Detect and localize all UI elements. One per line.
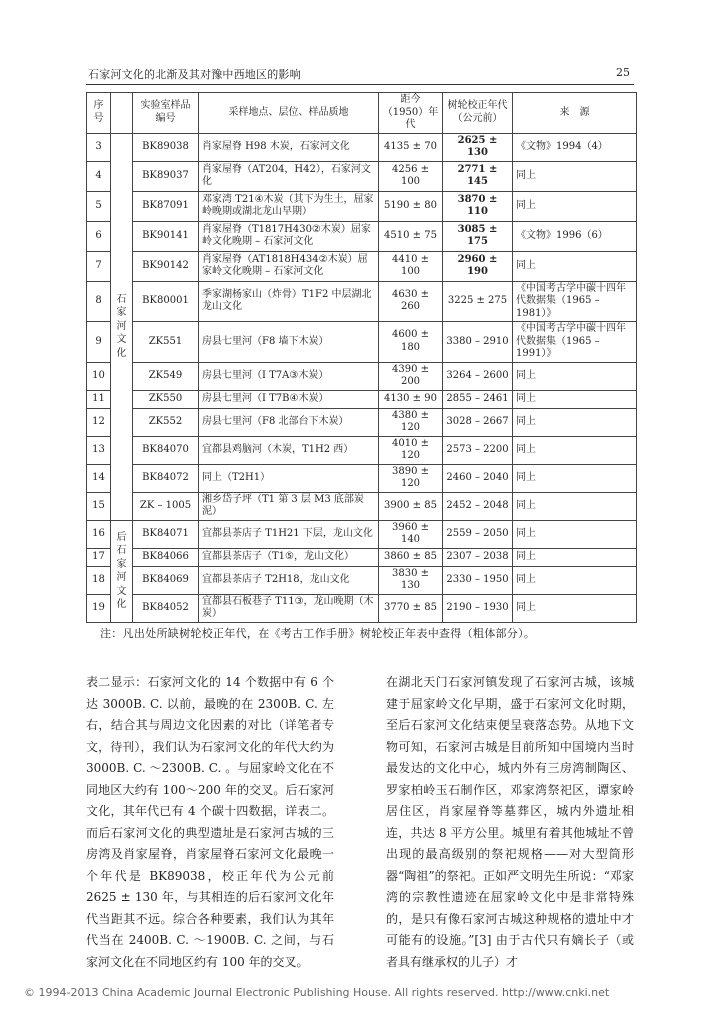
calibrated-age: 2771 ± 145	[443, 161, 513, 191]
calibrated-age: 2452 – 2048	[443, 492, 513, 520]
culture-group-label	[111, 133, 133, 520]
bp-age: 4135 ± 70	[379, 133, 443, 161]
page-number: 25	[616, 66, 630, 79]
row-number: 9	[87, 322, 111, 363]
lab-id: BK80001	[133, 281, 199, 322]
row-number: 3	[87, 133, 111, 161]
table-row	[87, 281, 637, 322]
row-number: 14	[87, 464, 111, 492]
culture-group-text: 石家河文化	[116, 293, 127, 359]
row-number: 19	[87, 594, 111, 622]
source: 同上	[513, 594, 637, 622]
row-number: 15	[87, 492, 111, 520]
calibrated-age: 2460 – 2040	[443, 464, 513, 492]
source: 《中国考古学中碳十四年代数据集（1965 – 1991）》	[513, 322, 637, 363]
radiocarbon-dates-table	[86, 92, 637, 623]
table-row	[87, 362, 637, 390]
bp-age: 3890 ± 120	[379, 464, 443, 492]
table-row	[87, 566, 637, 594]
table-note: 注：凡出处所缺树轮校正年代，在《考古工作手册》树轮校正年表中查得（粗体部分）。	[100, 627, 536, 640]
lab-id: ZK552	[133, 408, 199, 436]
bp-age: 4390 ± 200	[379, 362, 443, 390]
bp-age: 3860 ± 85	[379, 548, 443, 566]
row-number: 17	[87, 548, 111, 566]
header-source: 来 源	[513, 93, 637, 134]
source: 同上	[513, 161, 637, 191]
header-culture	[111, 93, 133, 134]
source: 《文物》1994（4）	[513, 133, 637, 161]
lab-id: BK87091	[133, 191, 199, 221]
calibrated-age: 2625 ± 130	[443, 133, 513, 161]
sample-site: 宜都县石板巷子 T11③，龙山晚期（木炭）	[199, 594, 379, 622]
calibrated-age: 2559 – 2050	[443, 520, 513, 548]
table-row	[87, 548, 637, 566]
sample-site: 季家湖杨家山（炸骨）T1F2 中层湖北龙山文化	[199, 281, 379, 322]
sample-site: 肖家屋脊（AT1818H434②木炭）屈家岭文化晚期 – 石家河文化	[199, 251, 379, 281]
header-cal: 树轮校正年代（公元前）	[443, 93, 513, 134]
table-row	[87, 408, 637, 436]
lab-id: BK90141	[133, 221, 199, 251]
bp-age: 3770 ± 85	[379, 594, 443, 622]
lab-id: BK89037	[133, 161, 199, 191]
table-row	[87, 390, 637, 408]
calibrated-age: 2960 ± 190	[443, 251, 513, 281]
calibrated-age: 2190 – 1930	[443, 594, 513, 622]
table-row	[87, 322, 637, 363]
sample-site: 邓家湾 T21④木炭（其下为生土，屈家岭晚期或湖北龙山早期）	[199, 191, 379, 221]
lab-id: BK84070	[133, 436, 199, 464]
bp-age: 3960 ± 140	[379, 520, 443, 548]
row-number: 4	[87, 161, 111, 191]
source: 同上	[513, 492, 637, 520]
sample-site: 肖家屋脊（T1817H430②木炭）屈家岭文化晚期 – 石家河文化	[199, 221, 379, 251]
table-row	[87, 251, 637, 281]
row-number: 10	[87, 362, 111, 390]
sample-site: 肖家屋脊（AT204，H42），石家河文化	[199, 161, 379, 191]
bp-age: 4410 ± 100	[379, 251, 443, 281]
table-row	[87, 133, 637, 161]
sample-site: 宜都县茶店子 T1H21 下层，龙山文化	[199, 520, 379, 548]
lab-id: ZK – 1005	[133, 492, 199, 520]
row-number: 11	[87, 390, 111, 408]
culture-group-label	[111, 520, 133, 622]
sample-site: 房县七里河（Ⅰ T7A③木炭）	[199, 362, 379, 390]
header-site: 采样地点、层位、样品质地	[199, 93, 379, 134]
bp-age: 5190 ± 80	[379, 191, 443, 221]
calibrated-age: 3028 – 2667	[443, 408, 513, 436]
source: 同上	[513, 408, 637, 436]
sample-site: 同上（T2H1）	[199, 464, 379, 492]
table-row	[87, 594, 637, 622]
sample-site: 宜都县茶店子 T2H18，龙山文化	[199, 566, 379, 594]
bp-age: 3830 ± 130	[379, 566, 443, 594]
source: 同上	[513, 464, 637, 492]
row-number: 8	[87, 281, 111, 322]
source: 同上	[513, 436, 637, 464]
calibrated-age: 2573 – 2200	[443, 436, 513, 464]
row-number: 12	[87, 408, 111, 436]
header-bp: 距今（1950）年代	[379, 93, 443, 134]
calibrated-age: 3225 ± 275	[443, 281, 513, 322]
body-right-column: 在湖北天门石家河镇发现了石家河古城，该城建于屈家岭文化早期，盛于石家河文化时期，至后石家河文化结束便呈衰落态势。从地下文物可知，石家河古城是目前所知中国境内当时最发达的文化中心，城内外有三房湾制陶区、罗家柏岭玉石制作区，邓家湾祭祀区，谭家岭居住区，肖家屋脊等墓葬区，城内外遗址相连，共达 8 平方公里。城里有着其他城址不曾出现的最高级别的祭祀规格——对大型筒形器“陶祖”的祭祀。正如严文明先生所说：“邓家湾的宗教性遗迹在屈家岭文化中是非常特殊的，是只有像石家河古城这种规格的遗址中才可能有的设施。”[3] 由于古代只有嫡长子（或者具有继承权的儿子）才	[386, 675, 634, 969]
calibrated-age: 2330 – 1950	[443, 566, 513, 594]
row-number: 7	[87, 251, 111, 281]
table-row	[87, 161, 637, 191]
calibrated-age: 3380 – 2910	[443, 322, 513, 363]
lab-id: BK84072	[133, 464, 199, 492]
sample-site: 宜都县茶店子（T1⑤，龙山文化）	[199, 548, 379, 566]
table-row	[87, 464, 637, 492]
bp-age: 3900 ± 85	[379, 492, 443, 520]
table-row	[87, 221, 637, 251]
header-rule	[86, 84, 634, 85]
sample-site: 湘乡岱子坪（T1 第 3 层 M3 底部炭泥）	[199, 492, 379, 520]
lab-id: BK84052	[133, 594, 199, 622]
table-row	[87, 492, 637, 520]
bp-age: 4510 ± 75	[379, 221, 443, 251]
source: 同上	[513, 251, 637, 281]
source: 同上	[513, 566, 637, 594]
sample-site: 宜都县鸡脑河（木炭，T1H2 西）	[199, 436, 379, 464]
row-number: 5	[87, 191, 111, 221]
bp-age: 4600 ± 180	[379, 322, 443, 363]
lab-id: BK84066	[133, 548, 199, 566]
calibrated-age: 3870 ± 110	[443, 191, 513, 221]
sample-site: 肖家屋脊 H98 木炭，石家河文化	[199, 133, 379, 161]
culture-group-text: 后石家河文化	[116, 531, 127, 610]
running-title: 石家河文化的北渐及其对豫中西地区的影响	[88, 68, 301, 81]
sample-site: 房县七里河（Ⅰ T7B④木炭）	[199, 390, 379, 408]
source: 《中国考古学中碳十四年代数据集（1965 – 1981）》	[513, 281, 637, 322]
lab-id: ZK550	[133, 390, 199, 408]
source: 同上	[513, 520, 637, 548]
source: 同上	[513, 548, 637, 566]
lab-id: BK84069	[133, 566, 199, 594]
bp-age: 4630 ± 260	[379, 281, 443, 322]
row-number: 6	[87, 221, 111, 251]
lab-id: BK84071	[133, 520, 199, 548]
sample-site: 房县七里河（F8 墙下木炭）	[199, 322, 379, 363]
calibrated-age: 2307 – 2038	[443, 548, 513, 566]
bp-age: 4256 ± 100	[379, 161, 443, 191]
bp-age: 4130 ± 90	[379, 390, 443, 408]
calibrated-age: 3264 – 2600	[443, 362, 513, 390]
calibrated-age: 3085 ± 175	[443, 221, 513, 251]
row-number: 18	[87, 566, 111, 594]
header-no: 序号	[87, 93, 111, 134]
sample-site: 房县七里河（F8 北部台下木炭）	[199, 408, 379, 436]
calibrated-age: 2855 – 2461	[443, 390, 513, 408]
body-left-column: 表二显示：石家河文化的 14 个数据中有 6 个达 3000B. C. 以前，最晚的在 2300B. C. 左右，结合其与周边文化因素的对比（详笔者专文，待刊），我们认为石家河文化的年代大约为 3000B. C. ～2300B. C. 。与屈家岭文化在不同地区大约有 100～200 年的交叉。后石家河文化，其年代已有 4 个碳十四数据，详表二。而后石家河文化的典型遗址是石家河古城的三房湾及肖家屋脊，肖家屋脊石家河文化最晚一个年代是 BK89038，校正年代为公元前 2625 ± 130 年，与其相连的后石家河文化年代当距其不远。综合各种要素，我们认为其年代当在 2400B. C. ～1900B. C. 之间，与石家河文化在不同地区约有 100 年的交叉。	[86, 675, 334, 969]
table-row	[87, 191, 637, 221]
bp-age: 4010 ± 120	[379, 436, 443, 464]
table-body	[87, 133, 637, 622]
table-header-row	[87, 93, 637, 134]
source: 同上	[513, 191, 637, 221]
bp-age: 4380 ± 120	[379, 408, 443, 436]
lab-id: BK89038	[133, 133, 199, 161]
table-row	[87, 520, 637, 548]
lab-id: ZK549	[133, 362, 199, 390]
lab-id: ZK551	[133, 322, 199, 363]
row-number: 13	[87, 436, 111, 464]
lab-id: BK90142	[133, 251, 199, 281]
source: 《文物》1996（6）	[513, 221, 637, 251]
source: 同上	[513, 362, 637, 390]
row-number: 16	[87, 520, 111, 548]
source: 同上	[513, 390, 637, 408]
header-lab-id: 实验室样品编号	[133, 93, 199, 134]
table-row	[87, 436, 637, 464]
copyright-footer: © 1994-2013 China Academic Journal Electronic Publishing House. All rights reserved. http://www.cnki.net	[24, 986, 610, 999]
